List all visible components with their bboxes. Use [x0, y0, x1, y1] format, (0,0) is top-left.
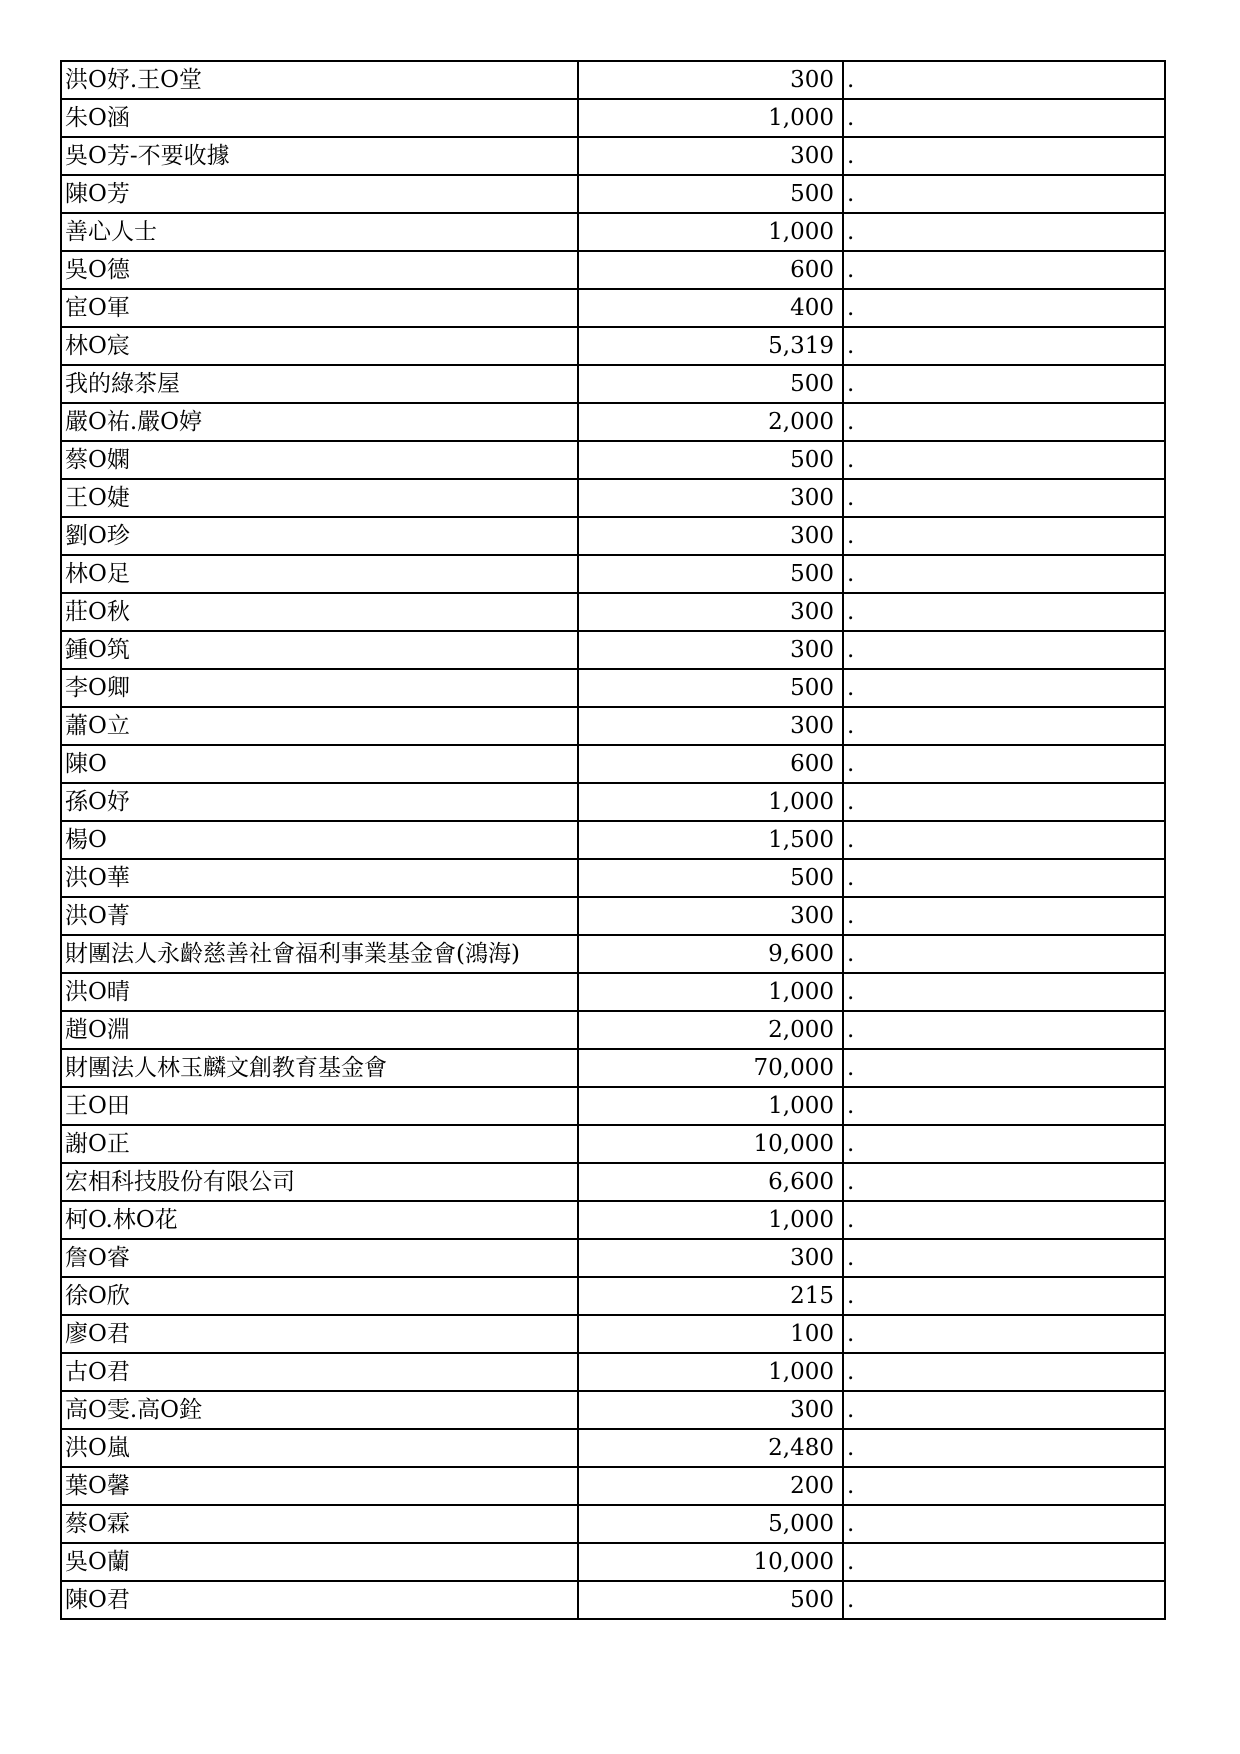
donor-name-cell: 高O雯.高O銓 — [61, 1391, 578, 1429]
table-row — [61, 1239, 1165, 1277]
donor-name-cell: 鍾O筑 — [61, 631, 578, 669]
donor-name-cell: 陳O君 — [61, 1581, 578, 1619]
table-row — [61, 669, 1165, 707]
donation-note-cell: . — [843, 669, 1165, 707]
donation-amount-cell: 500 — [578, 555, 843, 593]
donor-name-cell: 古O君 — [61, 1353, 578, 1391]
donation-amount-cell: 10,000 — [578, 1543, 843, 1581]
donation-note-cell: . — [843, 137, 1165, 175]
donor-name-cell: 陳O — [61, 745, 578, 783]
table-row — [61, 1505, 1165, 1543]
donation-note-cell: . — [843, 517, 1165, 555]
donor-name-cell: 徐O欣 — [61, 1277, 578, 1315]
donor-name-cell: 陳O芳 — [61, 175, 578, 213]
donor-name-cell: 財團法人林玉麟文創教育基金會 — [61, 1049, 578, 1087]
donor-name-cell: 洪O華 — [61, 859, 578, 897]
donor-name-cell: 葉O馨 — [61, 1467, 578, 1505]
donation-amount-cell: 2,000 — [578, 1011, 843, 1049]
donation-amount-cell: 400 — [578, 289, 843, 327]
donation-note-cell: . — [843, 1201, 1165, 1239]
table-row — [61, 707, 1165, 745]
donation-amount-cell: 300 — [578, 1239, 843, 1277]
donation-note-cell: . — [843, 973, 1165, 1011]
donor-name-cell: 蔡O嫻 — [61, 441, 578, 479]
donor-name-cell: 洪O嵐 — [61, 1429, 578, 1467]
donor-name-cell: 洪O妤.王O堂 — [61, 61, 578, 99]
donor-name-cell: 洪O菁 — [61, 897, 578, 935]
table-row — [61, 973, 1165, 1011]
donation-note-cell: . — [843, 859, 1165, 897]
table-row — [61, 935, 1165, 973]
table-row — [61, 175, 1165, 213]
donor-name-cell: 莊O秋 — [61, 593, 578, 631]
donation-note-cell: . — [843, 479, 1165, 517]
table-row — [61, 1277, 1165, 1315]
donation-note-cell: . — [843, 1543, 1165, 1581]
donor-name-cell: 吳O芳-不要收據 — [61, 137, 578, 175]
donation-note-cell: . — [843, 555, 1165, 593]
table-row — [61, 1315, 1165, 1353]
donation-amount-cell: 600 — [578, 251, 843, 289]
donor-name-cell: 柯O.林O花 — [61, 1201, 578, 1239]
donation-note-cell: . — [843, 1391, 1165, 1429]
donation-note-cell: . — [843, 251, 1165, 289]
donation-amount-cell: 300 — [578, 1391, 843, 1429]
donor-name-cell: 朱O涵 — [61, 99, 578, 137]
table-row — [61, 1543, 1165, 1581]
donation-amount-cell: 300 — [578, 593, 843, 631]
table-row — [61, 327, 1165, 365]
donor-name-cell: 謝O正 — [61, 1125, 578, 1163]
table-row — [61, 555, 1165, 593]
donor-name-cell: 吳O蘭 — [61, 1543, 578, 1581]
table-row — [61, 137, 1165, 175]
donation-note-cell: . — [843, 1353, 1165, 1391]
table-row — [61, 1391, 1165, 1429]
table-row — [61, 783, 1165, 821]
table-row — [61, 859, 1165, 897]
table-row — [61, 593, 1165, 631]
donation-note-cell: . — [843, 213, 1165, 251]
donation-note-cell: . — [843, 1315, 1165, 1353]
table-row — [61, 1201, 1165, 1239]
donation-amount-cell: 6,600 — [578, 1163, 843, 1201]
donation-amount-cell: 70,000 — [578, 1049, 843, 1087]
donor-name-cell: 宏相科技股份有限公司 — [61, 1163, 578, 1201]
table-row — [61, 1087, 1165, 1125]
donor-name-cell: 宦O軍 — [61, 289, 578, 327]
donor-name-cell: 洪O晴 — [61, 973, 578, 1011]
donation-amount-cell: 300 — [578, 897, 843, 935]
donation-note-cell: . — [843, 365, 1165, 403]
donation-amount-cell: 500 — [578, 669, 843, 707]
donor-name-cell: 林O足 — [61, 555, 578, 593]
donor-name-cell: 吳O德 — [61, 251, 578, 289]
donation-amount-cell: 300 — [578, 707, 843, 745]
donor-name-cell: 善心人士 — [61, 213, 578, 251]
donation-amount-cell: 2,000 — [578, 403, 843, 441]
donation-note-cell: . — [843, 1239, 1165, 1277]
donation-note-cell: . — [843, 1087, 1165, 1125]
donor-name-cell: 楊O — [61, 821, 578, 859]
donation-note-cell: . — [843, 897, 1165, 935]
donation-table — [60, 60, 1166, 1620]
donation-amount-cell: 5,000 — [578, 1505, 843, 1543]
table-row — [61, 1125, 1165, 1163]
donation-amount-cell: 1,500 — [578, 821, 843, 859]
table-row — [61, 631, 1165, 669]
table-row — [61, 213, 1165, 251]
table-row — [61, 517, 1165, 555]
table-row — [61, 365, 1165, 403]
donation-amount-cell: 1,000 — [578, 973, 843, 1011]
table-row — [61, 1049, 1165, 1087]
donation-amount-cell: 1,000 — [578, 99, 843, 137]
donation-note-cell: . — [843, 1581, 1165, 1619]
donor-name-cell: 王O田 — [61, 1087, 578, 1125]
donation-note-cell: . — [843, 99, 1165, 137]
donation-amount-cell: 215 — [578, 1277, 843, 1315]
table-row — [61, 1163, 1165, 1201]
donation-note-cell: . — [843, 327, 1165, 365]
donation-amount-cell: 1,000 — [578, 1087, 843, 1125]
donation-amount-cell: 100 — [578, 1315, 843, 1353]
table-row — [61, 99, 1165, 137]
donor-name-cell: 李O卿 — [61, 669, 578, 707]
donor-name-cell: 林O宸 — [61, 327, 578, 365]
donation-note-cell: . — [843, 783, 1165, 821]
donation-note-cell: . — [843, 61, 1165, 99]
donation-note-cell: . — [843, 593, 1165, 631]
donation-amount-cell: 600 — [578, 745, 843, 783]
donor-name-cell: 蕭O立 — [61, 707, 578, 745]
donor-name-cell: 趙O淵 — [61, 1011, 578, 1049]
table-row — [61, 1429, 1165, 1467]
donation-note-cell: . — [843, 707, 1165, 745]
donation-note-cell: . — [843, 745, 1165, 783]
donation-note-cell: . — [843, 1277, 1165, 1315]
donation-note-cell: . — [843, 1467, 1165, 1505]
donation-amount-cell: 500 — [578, 175, 843, 213]
donation-amount-cell: 300 — [578, 517, 843, 555]
donation-note-cell: . — [843, 1049, 1165, 1087]
table-row — [61, 745, 1165, 783]
donation-amount-cell: 300 — [578, 61, 843, 99]
donation-note-cell: . — [843, 821, 1165, 859]
donation-amount-cell: 500 — [578, 859, 843, 897]
donation-amount-cell: 200 — [578, 1467, 843, 1505]
donation-amount-cell: 10,000 — [578, 1125, 843, 1163]
donation-amount-cell: 1,000 — [578, 213, 843, 251]
donation-amount-cell: 1,000 — [578, 783, 843, 821]
donation-amount-cell: 9,600 — [578, 935, 843, 973]
donor-name-cell: 嚴O祐.嚴O婷 — [61, 403, 578, 441]
table-row — [61, 289, 1165, 327]
donor-name-cell: 孫O妤 — [61, 783, 578, 821]
donation-amount-cell: 500 — [578, 1581, 843, 1619]
donation-amount-cell: 5,319 — [578, 327, 843, 365]
donor-name-cell: 王O婕 — [61, 479, 578, 517]
donation-amount-cell: 500 — [578, 441, 843, 479]
donation-amount-cell: 1,000 — [578, 1353, 843, 1391]
donation-amount-cell: 300 — [578, 137, 843, 175]
table-row — [61, 1011, 1165, 1049]
donor-name-cell: 詹O睿 — [61, 1239, 578, 1277]
donation-note-cell: . — [843, 403, 1165, 441]
table-row — [61, 403, 1165, 441]
table-row — [61, 441, 1165, 479]
donation-note-cell: . — [843, 1011, 1165, 1049]
donor-name-cell: 劉O珍 — [61, 517, 578, 555]
table-row — [61, 251, 1165, 289]
donation-table-body — [61, 61, 1165, 1619]
donor-name-cell: 廖O君 — [61, 1315, 578, 1353]
table-row — [61, 821, 1165, 859]
donation-note-cell: . — [843, 1125, 1165, 1163]
donation-note-cell: . — [843, 935, 1165, 973]
table-row — [61, 61, 1165, 99]
donation-amount-cell: 500 — [578, 365, 843, 403]
donor-name-cell: 我的綠茶屋 — [61, 365, 578, 403]
donation-note-cell: . — [843, 289, 1165, 327]
donation-note-cell: . — [843, 1429, 1165, 1467]
table-row — [61, 897, 1165, 935]
table-row — [61, 479, 1165, 517]
donation-note-cell: . — [843, 441, 1165, 479]
table-row — [61, 1353, 1165, 1391]
donor-name-cell: 蔡O霖 — [61, 1505, 578, 1543]
donation-note-cell: . — [843, 1163, 1165, 1201]
table-row — [61, 1467, 1165, 1505]
donation-note-cell: . — [843, 631, 1165, 669]
donation-amount-cell: 1,000 — [578, 1201, 843, 1239]
donation-note-cell: . — [843, 175, 1165, 213]
donation-amount-cell: 2,480 — [578, 1429, 843, 1467]
donation-amount-cell: 300 — [578, 631, 843, 669]
table-row — [61, 1581, 1165, 1619]
donation-note-cell: . — [843, 1505, 1165, 1543]
donor-name-cell: 財團法人永齡慈善社會福利事業基金會(鴻海) — [61, 935, 578, 973]
donation-amount-cell: 300 — [578, 479, 843, 517]
